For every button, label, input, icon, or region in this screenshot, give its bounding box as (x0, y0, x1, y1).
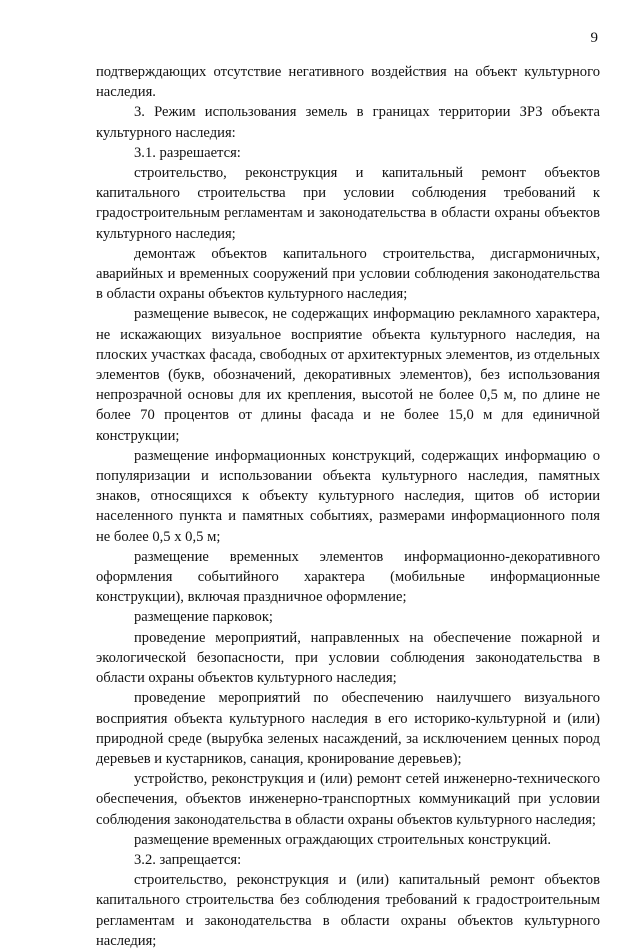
paragraph: подтверждающих отсутствие негативного воздействия на объект культурного наследия. (96, 64, 600, 101)
paragraph: проведение мероприятий по обеспечению наилучшего визуального восприятия объекта культурного наследия в его историко-культурной и (или) природной среде (вырубка зеленых насаждений, за исключением ценных пород деревьев и кустарников, санация, кронирование деревьев); (96, 690, 600, 767)
paragraph: проведение мероприятий, направленных на обеспечение пожарной и экологической безопасности, при условии соблюдения законодательства в области охраны объектов культурного наследия; (96, 629, 600, 687)
page-number: 9 (590, 30, 598, 46)
paragraph: размещение информационных конструкций, содержащих информацию о популяризации и использовании объекта культурного наследия, памятных знаков, относящихся к объекту культурного наследия, щитов об истории населенного пункта и памятных событиях, размерами информационного поля не более 0,5 х 0,5 м; (96, 447, 600, 545)
paragraph: размещение временных элементов информационно-декоративного оформления событийного характера (мобильные информационные конструкции), включая праздничное оформление; (96, 548, 600, 606)
paragraph: размещение парковок; (134, 609, 273, 626)
paragraph: 3.2. запрещается: (134, 851, 242, 868)
paragraph: строительство, реконструкция и капитальный ремонт объектов капитального строительства при условии соблюдения требований к градостроительным регламентам и законодательства в области охраны объектов культурного наследия; (96, 165, 600, 242)
paragraph: 3.1. разрешается: (134, 144, 241, 161)
paragraph: размещение вывесок, не содержащих информацию рекламного характера, не искажающих визуальное восприятие объекта культурного наследия, на плоских участках фасада, свободных от архитектурных элементов, из отдельных элементов (букв, обозначений, декоративных элементов), без использования непрозрачной основы для их крепления, высотой не более 0,5 м, по длине не более 70 процентов от длины фасада и не более 15,0 м для единичной конструкции; (96, 306, 600, 444)
paragraph: размещение временных ограждающих строительных конструкций. (134, 831, 552, 848)
paragraph: устройство, реконструкция и (или) ремонт сетей инженерно-технического обеспечения, объектов инженерно-транспортных коммуникаций при условии соблюдения законодательства в области охраны объектов культурного наследия; (96, 771, 600, 828)
paragraph: строительство, реконструкция и (или) капитальный ремонт объектов капитального строительства без соблюдения требований к градостроительным регламентам и законодательства в области охраны объектов культурного наследия; (96, 872, 600, 949)
paragraph: демонтаж объектов капитального строительства, дисгармоничных, аварийных и временных сооружений при условии соблюдения законодательства в области охраны объектов культурного наследия; (96, 245, 600, 303)
document-body (96, 62, 600, 951)
paragraph: 3. Режим использования земель в границах территории ЗРЗ объекта культурного наследия: (96, 104, 600, 141)
